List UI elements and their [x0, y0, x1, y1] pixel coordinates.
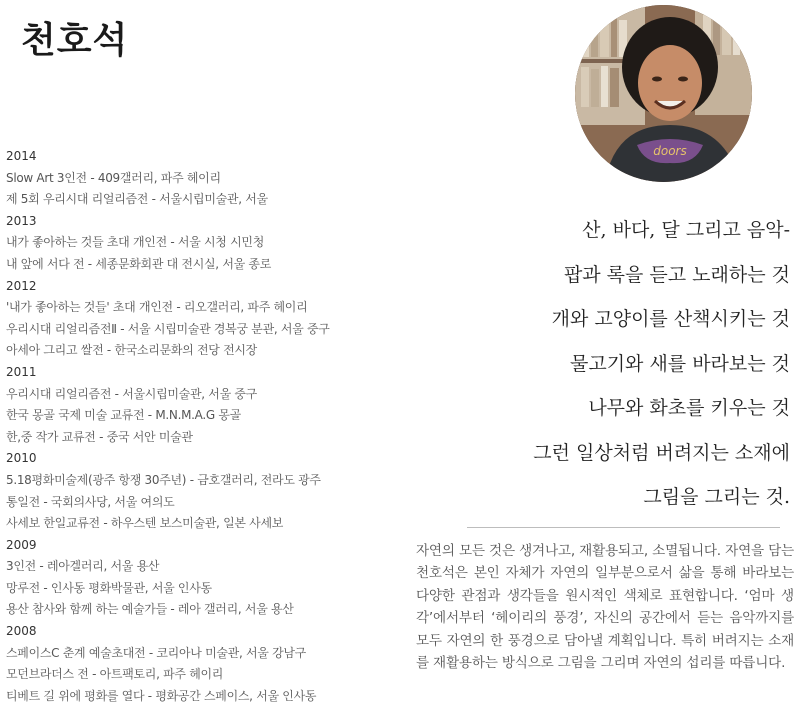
- exhibition-entry: 용산 참사와 함께 하는 예술가들 - 레아 갤러리, 서울 용산: [6, 602, 294, 617]
- year-label: 2010: [6, 451, 37, 466]
- poem-line: 개와 고양이를 산책시키는 것: [551, 308, 790, 330]
- exhibition-entry: 제 5회 우리시대 리얼리즘전 - 서울시립미술관, 서울: [6, 192, 268, 207]
- exhibition-entry: 5.18평화미술제(광주 항쟁 30주년) - 금호갤러리, 전라도 광주: [6, 472, 321, 487]
- year-block: [6, 276, 366, 362]
- year-block: [6, 362, 366, 448]
- exhibition-timeline: [6, 146, 366, 707]
- year-label: 2009: [6, 537, 37, 552]
- poem-line: 나무와 화초를 키우는 것: [588, 397, 790, 419]
- exhibition-entry: 내가 좋아하는 것들 초대 개인전 - 서울 시청 시민청: [6, 235, 264, 250]
- portrait-illustration: [575, 5, 752, 182]
- exhibition-entry: 망루전 - 인사동 평화박물관, 서울 인사동: [6, 580, 212, 595]
- poem-line: 그런 일상처럼 버려지는 소재에: [533, 441, 790, 464]
- poem-line: 산, 바다, 달 그리고 음악-: [582, 219, 790, 241]
- exhibition-entry: 모던브라더스 전 - 아트팩토리, 파주 헤이리: [6, 667, 224, 682]
- artist-portrait: [575, 5, 752, 182]
- year-label: 2008: [6, 624, 37, 639]
- exhibition-entry: 우리시대 리얼리즘전Ⅱ - 서울 시립미술관 경복궁 분관, 서울 중구: [6, 321, 330, 336]
- year-block: [6, 535, 366, 621]
- year-block: [6, 211, 366, 276]
- poem-line: 물고기와 새를 바라보는 것: [569, 352, 790, 375]
- exhibition-entry: 티베트 길 위에 평화를 열다 - 평화공간 스페이스, 서울 인사동: [6, 688, 317, 703]
- exhibition-entry: 한국 몽골 국제 미술 교류전 - M.N.M.A.G 몽골: [6, 408, 241, 423]
- exhibition-entry: 3인전 - 레아겔러리, 서울 용산: [6, 559, 160, 574]
- year-label: 2013: [6, 213, 37, 228]
- exhibition-entry: '내가 좋아하는 것들' 초대 개인전 - 리오갤러리, 파주 헤이리: [6, 300, 308, 315]
- year-label: 2012: [6, 278, 37, 293]
- artist-description: 자연의 모든 것은 생겨나고, 재활용되고, 소멸됩니다. 자연을 담는 천호석은 본인 자체가 자연의 일부분으로서 삶을 통해 바라보는 다양한 관점과 생각들을 원시적인 색체로 표현합니다. ‘엄마 생각’에서부터 ‘헤이리의 풍경’, 자신의 공간에서 듣는 음악까지를 모두 자연의 한 풍경으로 담아낼 계획입니다. 특히 버려지는 소재를 재활용하는 방식으로 그림을 그리며 자연의 섭리를 따릅니다.: [416, 543, 794, 672]
- artist-name: 천호석: [21, 20, 129, 61]
- exhibition-entry: 사세보 한일교류전 - 하우스텐 보스미술관, 일본 사세보: [6, 516, 284, 531]
- divider: [467, 527, 780, 528]
- year-block: [6, 146, 366, 211]
- year-label: 2011: [6, 364, 37, 379]
- year-block: [6, 448, 366, 534]
- poem: [500, 208, 790, 520]
- exhibition-entry: 우리시대 리얼리즘전 - 서울시립미술관, 서울 중구: [6, 386, 257, 401]
- exhibition-entry: 아세아 그리고 쌀전 - 한국소리문화의 전당 전시장: [6, 343, 257, 358]
- svg-text:doors: doors: [653, 144, 687, 158]
- exhibition-entry: 한,중 작가 교류전 - 중국 서안 미술관: [6, 429, 193, 444]
- exhibition-entry: 내 앞에 서다 전 - 세종문화회관 대 전시실, 서울 종로: [6, 256, 272, 271]
- year-block: [6, 621, 366, 707]
- exhibition-entry: 통일전 - 국회의사당, 서울 여의도: [6, 494, 175, 509]
- exhibition-entry: 스페이스C 춘계 예술초대전 - 코리아나 미술관, 서울 강남구: [6, 645, 306, 660]
- year-label: 2014: [6, 149, 37, 163]
- poem-line: 그림을 그리는 것.: [643, 486, 790, 508]
- poem-line: 팝과 록을 듣고 노래하는 것: [563, 263, 790, 286]
- exhibition-entry: Slow Art 3인전 - 409갤러리, 파주 헤이리: [6, 170, 221, 185]
